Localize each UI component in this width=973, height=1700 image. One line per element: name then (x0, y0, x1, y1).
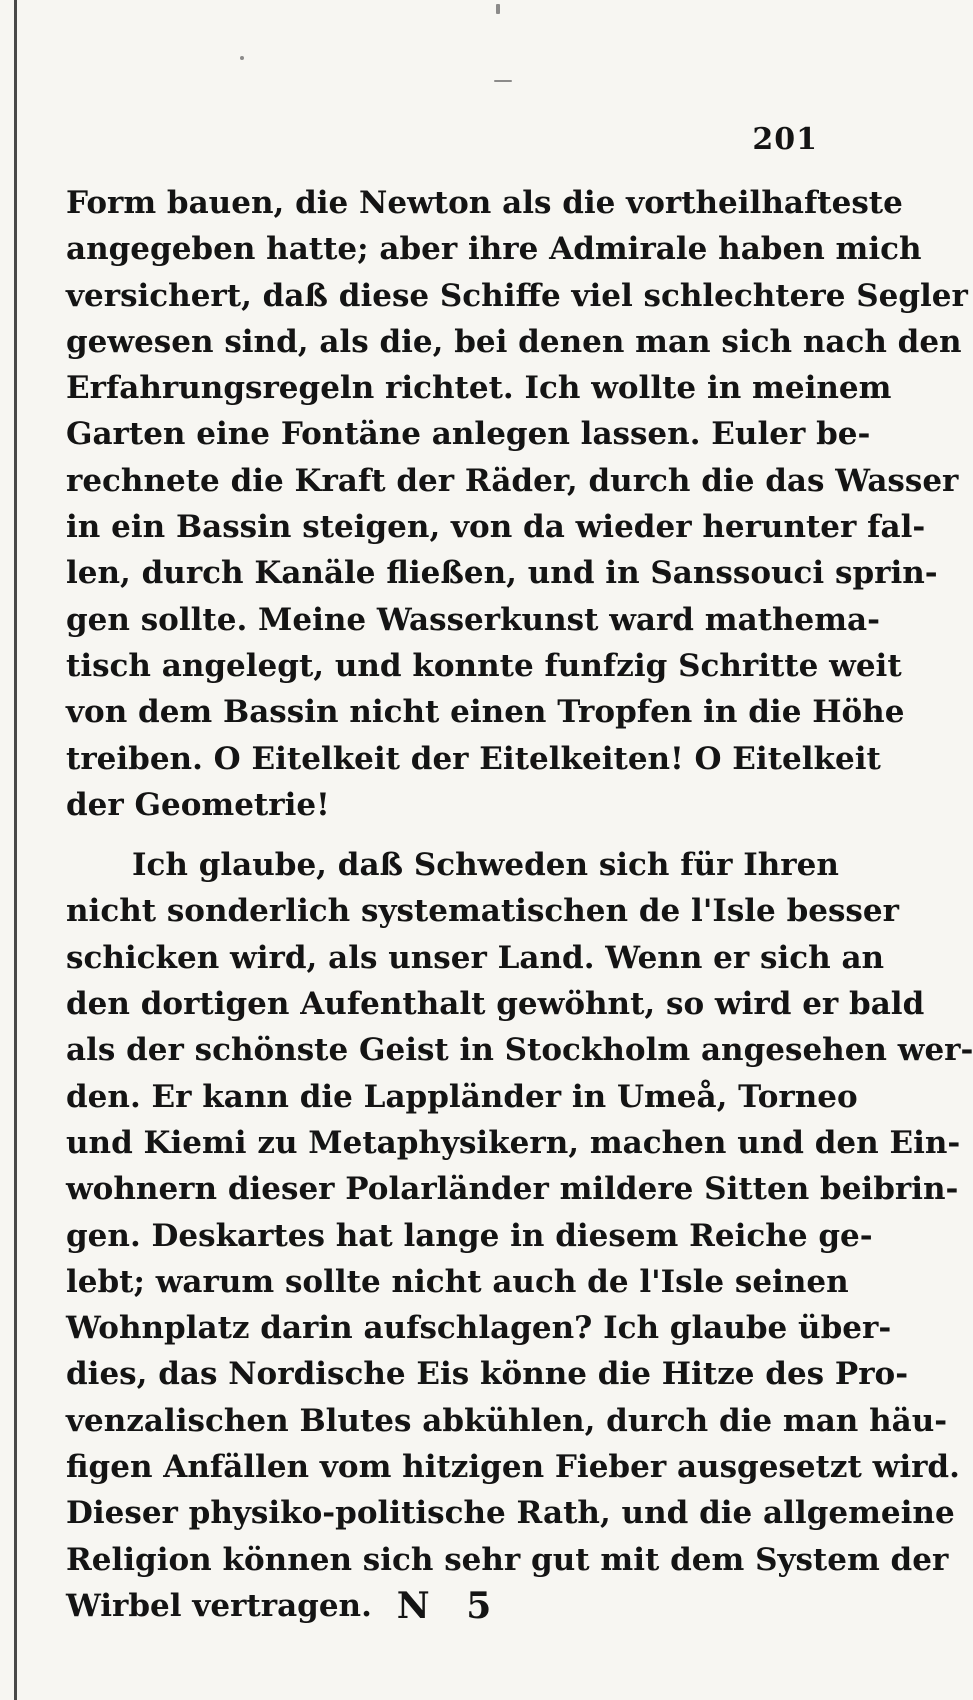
text-line: Wohnplatz darin aufschlagen? Ich glaube über- (66, 1310, 892, 1347)
text-line: versichert, daß diese Schiffe viel schlechtere Segler (66, 277, 968, 314)
page-number: 201 (752, 122, 818, 157)
text-line: den dortigen Aufenthalt gewöhnt, so wird er bald (66, 986, 925, 1023)
text-line: Erfahrungsregeln richtet. Ich wollte in meinem (66, 370, 892, 407)
text-line: lebt; warum sollte nicht auch de l'Isle seinen (66, 1263, 849, 1300)
text-line: Form bauen, die Newton als die vortheilhafteste (66, 185, 903, 221)
text-line: dies, das Nordische Eis könne die Hitze des Pro- (66, 1356, 909, 1393)
text-line: nicht sonderlich systematischen de l'Isle besser (66, 893, 899, 930)
text-line: den. Er kann die Lappländer in Umeå, Torneo (66, 1078, 858, 1115)
text-line: treiben. O Eitelkeit der Eitelkeiten! O Eitelkeit (66, 740, 881, 777)
text-line: Garten eine Fontäne anlegen lassen. Euler be- (66, 416, 871, 453)
text-line: angegeben hatte; aber ihre Admirale haben mich (66, 231, 922, 268)
text-line: rechnete die Kraft der Räder, durch die das Wasser (66, 462, 959, 499)
print-speck (494, 80, 512, 82)
text-line: len, durch Kanäle fließen, und in Sanssouci sprin- (66, 555, 938, 592)
body-text (66, 180, 973, 1629)
text-line: schicken wird, als unser Land. Wenn er sich an (66, 939, 885, 976)
text-line: wohnern dieser Polarländer mildere Sitten beibrin- (66, 1171, 959, 1208)
text-line: figen Anfällen vom hitzigen Fieber ausgesetzt wird. (66, 1449, 960, 1486)
text-line: der Geometrie! (66, 786, 330, 823)
paragraph (66, 842, 973, 1629)
text-line: Religion können sich sehr gut mit dem System der (66, 1541, 949, 1578)
text-line: gen. Deskartes hat lange in diesem Reiche ge- (66, 1217, 873, 1254)
text-line: und Kiemi zu Metaphysikern, machen und den Ein- (66, 1124, 961, 1161)
text-line: von dem Bassin nicht einen Tropfen in die Höhe (66, 694, 905, 731)
text-line: tisch angelegt, und konnte funfzig Schritte weit (66, 647, 902, 684)
text-line: als der schönste Geist in Stockholm angesehen wer- (66, 1032, 973, 1069)
text-line: in ein Bassin steigen, von da wieder herunter fal- (66, 509, 926, 546)
text-line: gewesen sind, als die, bei denen man sich nach den (66, 323, 962, 360)
page-edge-line (14, 0, 17, 1700)
text-line: Wirbel vertragen. (66, 1587, 372, 1624)
print-speck (240, 56, 244, 60)
paragraph-gap (66, 828, 826, 842)
signature-mark: N 5 (396, 1585, 504, 1627)
text-line: venzalischen Blutes abkühlen, durch die man häu- (66, 1402, 948, 1439)
paragraph (66, 180, 968, 828)
text-line: Dieser physiko-politische Rath, und die allgemeine (66, 1495, 955, 1532)
text-line: Ich glaube, daß Schweden sich für Ihren (132, 847, 839, 884)
print-speck (496, 4, 500, 14)
text-line: gen sollte. Meine Wasserkunst ward mathema- (66, 601, 880, 638)
